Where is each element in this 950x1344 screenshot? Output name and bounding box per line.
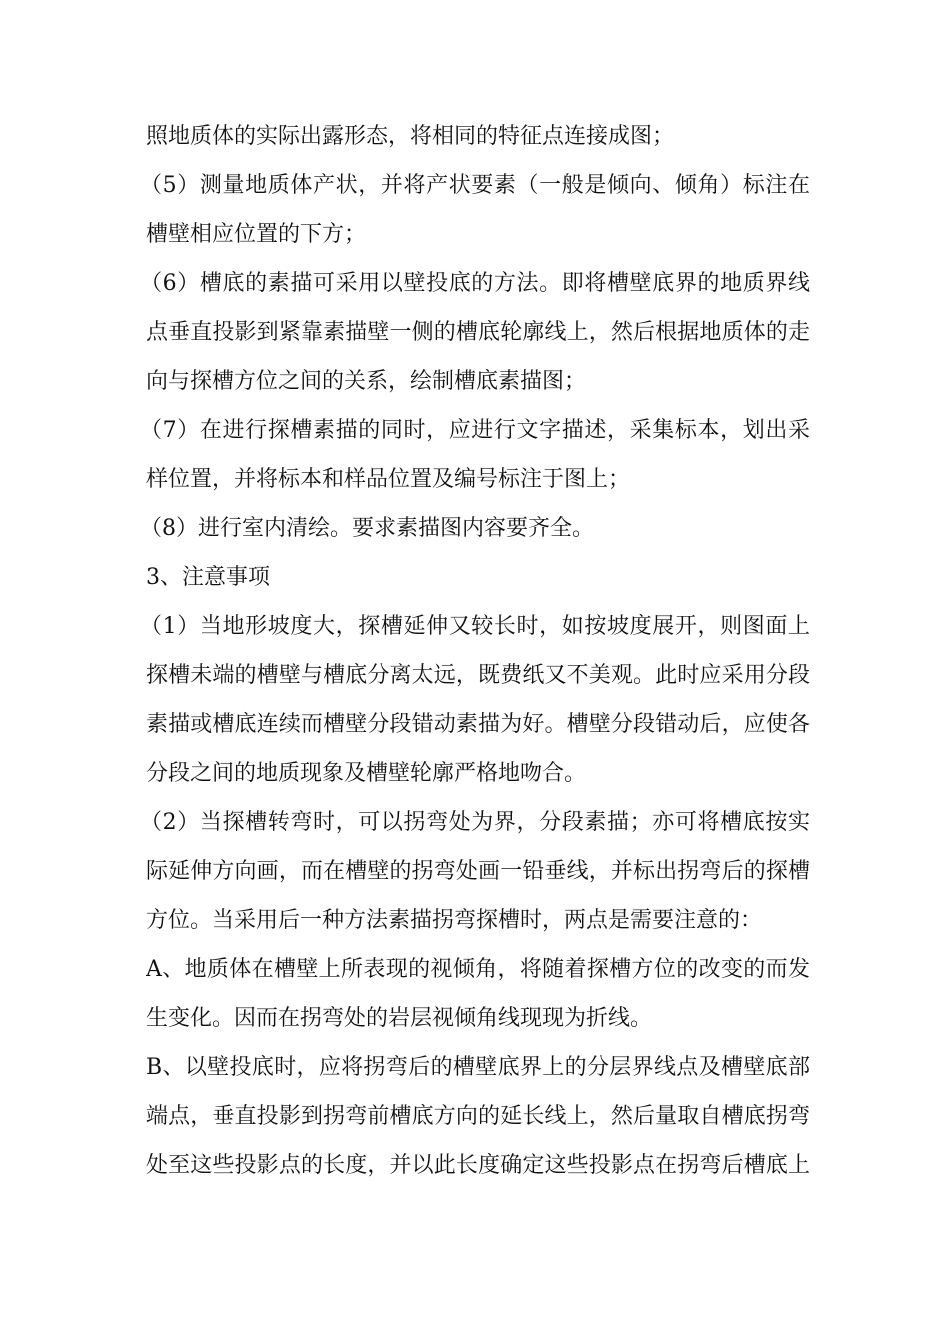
text-line: 处至这些投影点的长度，并以此长度确定这些投影点在拐弯后槽底上 (146, 1153, 810, 1178)
text-line: 际延伸方向画，而在槽壁的拐弯处画一铅垂线，并标出拐弯后的探槽 (146, 859, 810, 884)
text-line: 探槽未端的槽壁与槽底分离太远，既费纸又不美观。此时应采用分段 (146, 663, 810, 688)
text-line: （2）当探槽转弯时，可以拐弯处为界，分段素描；亦可将槽底按实 (140, 810, 810, 835)
text-line: B、以壁投底时，应将拐弯后的槽壁底界上的分层界线点及槽壁底部 (146, 1055, 810, 1080)
text-line: 点垂直投影到紧靠素描壁一侧的槽底轮廓线上，然后根据地质体的走 (146, 320, 810, 345)
text-line: （5）测量地质体产状，并将产状要素（一般是倾向、倾角）标注在 (140, 173, 810, 198)
text-line: （6）槽底的素描可采用以壁投底的方法。即将槽壁底界的地质界线 (140, 271, 810, 296)
text-line: 照地质体的实际出露形态，将相同的特征点连接成图； (146, 124, 675, 149)
document-body (140, 112, 810, 1190)
text-line: 端点，垂直投影到拐弯前槽底方向的延长线上，然后量取自槽底拐弯 (146, 1104, 810, 1129)
text-line: 样位置，并将标本和样品位置及编号标注于图上； (146, 467, 631, 492)
section-heading: 3、注意事项 (146, 565, 270, 590)
text-line: A、地质体在槽壁上所表现的视倾角，将随着探槽方位的改变的而发 (146, 957, 810, 982)
text-line: （7）在进行探槽素描的同时，应进行文字描述，采集标本，划出采 (140, 418, 810, 443)
text-line: 方位。当采用后一种方法素描拐弯探槽时，两点是需要注意的： (146, 908, 763, 933)
text-line: 槽壁相应位置的下方； (146, 222, 367, 247)
text-line: 分段之间的地质现象及槽壁轮廓严格地吻合。 (146, 761, 587, 786)
text-line: （1）当地形坡度大，探槽延伸又较长时，如按坡度展开，则图面上 (140, 614, 810, 639)
text-line: 向与探槽方位之间的关系，绘制槽底素描图； (146, 369, 587, 394)
text-line: 素描或槽底连续而槽壁分段错动素描为好。槽壁分段错动后，应使各 (146, 712, 810, 737)
text-line: （8）进行室内清绘。要求素描图内容要齐全。 (140, 516, 594, 541)
text-line: 生变化。因而在拐弯处的岩层视倾角线现现为折线。 (146, 1006, 653, 1031)
